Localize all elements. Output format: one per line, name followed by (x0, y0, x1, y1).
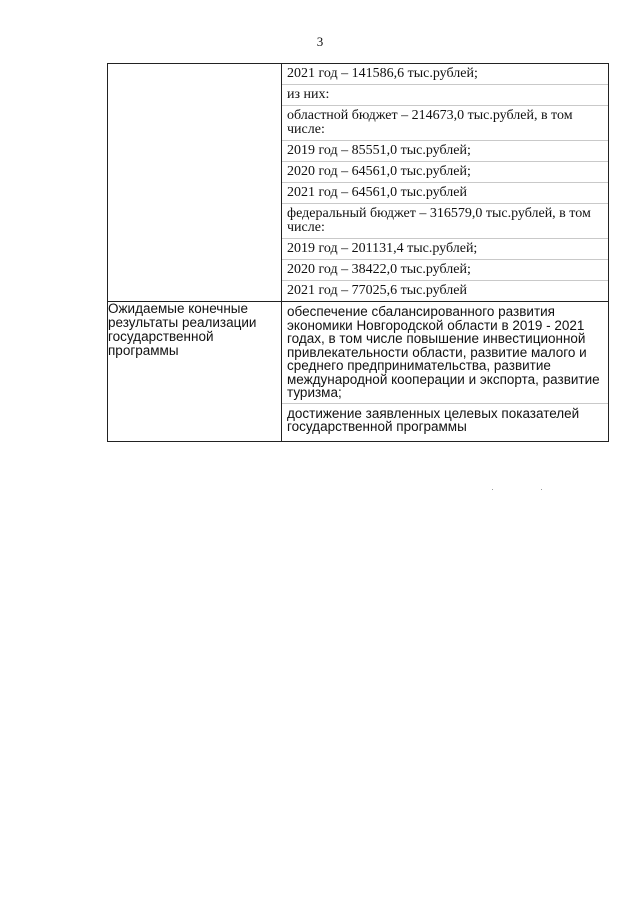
page-number: 3 (316, 34, 324, 49)
expected-result-item: достижение заявленных целевых показателей государственной программы (282, 403, 608, 437)
scan-speck (541, 489, 542, 490)
program-passport-table (107, 63, 609, 442)
financing-values-cell (282, 64, 609, 302)
scan-speck (492, 489, 493, 490)
table-row (108, 64, 609, 302)
expected-result-item: обеспечение сбалансированного развития экономики Новгородской области в 2019 - 2021 годах, в том числе повышение инвестиционной привлекательности области, развитие малого и среднего предпринимательства, развитие международной кооперации и экспорта, развитие туризма; (287, 304, 600, 400)
financing-line: областной бюджет – 214673,0 тыс.рублей, в том числе: (282, 105, 608, 140)
financing-line: 2019 год – 201131,4 тыс.рублей; (282, 238, 608, 259)
financing-line: федеральный бюджет – 316579,0 тыс.рублей, в том числе: (282, 203, 608, 238)
financing-line: из них: (282, 84, 608, 105)
row-label-cell (108, 64, 282, 302)
financing-line: 2021 год – 77025,6 тыс.рублей (282, 280, 608, 301)
financing-line: 2020 год – 64561,0 тыс.рублей; (282, 161, 608, 182)
financing-line: 2021 год – 141586,6 тыс.рублей; (287, 66, 478, 81)
financing-line: 2020 год – 38422,0 тыс.рублей; (282, 259, 608, 280)
financing-line: 2019 год – 85551,0 тыс.рублей; (282, 140, 608, 161)
financing-line: 2021 год – 64561,0 тыс.рублей (282, 182, 608, 203)
expected-results-values-cell (282, 302, 609, 442)
expected-results-label: Ожидаемые конечные результаты реализации государственной программы (108, 302, 282, 442)
table-row (108, 302, 609, 442)
